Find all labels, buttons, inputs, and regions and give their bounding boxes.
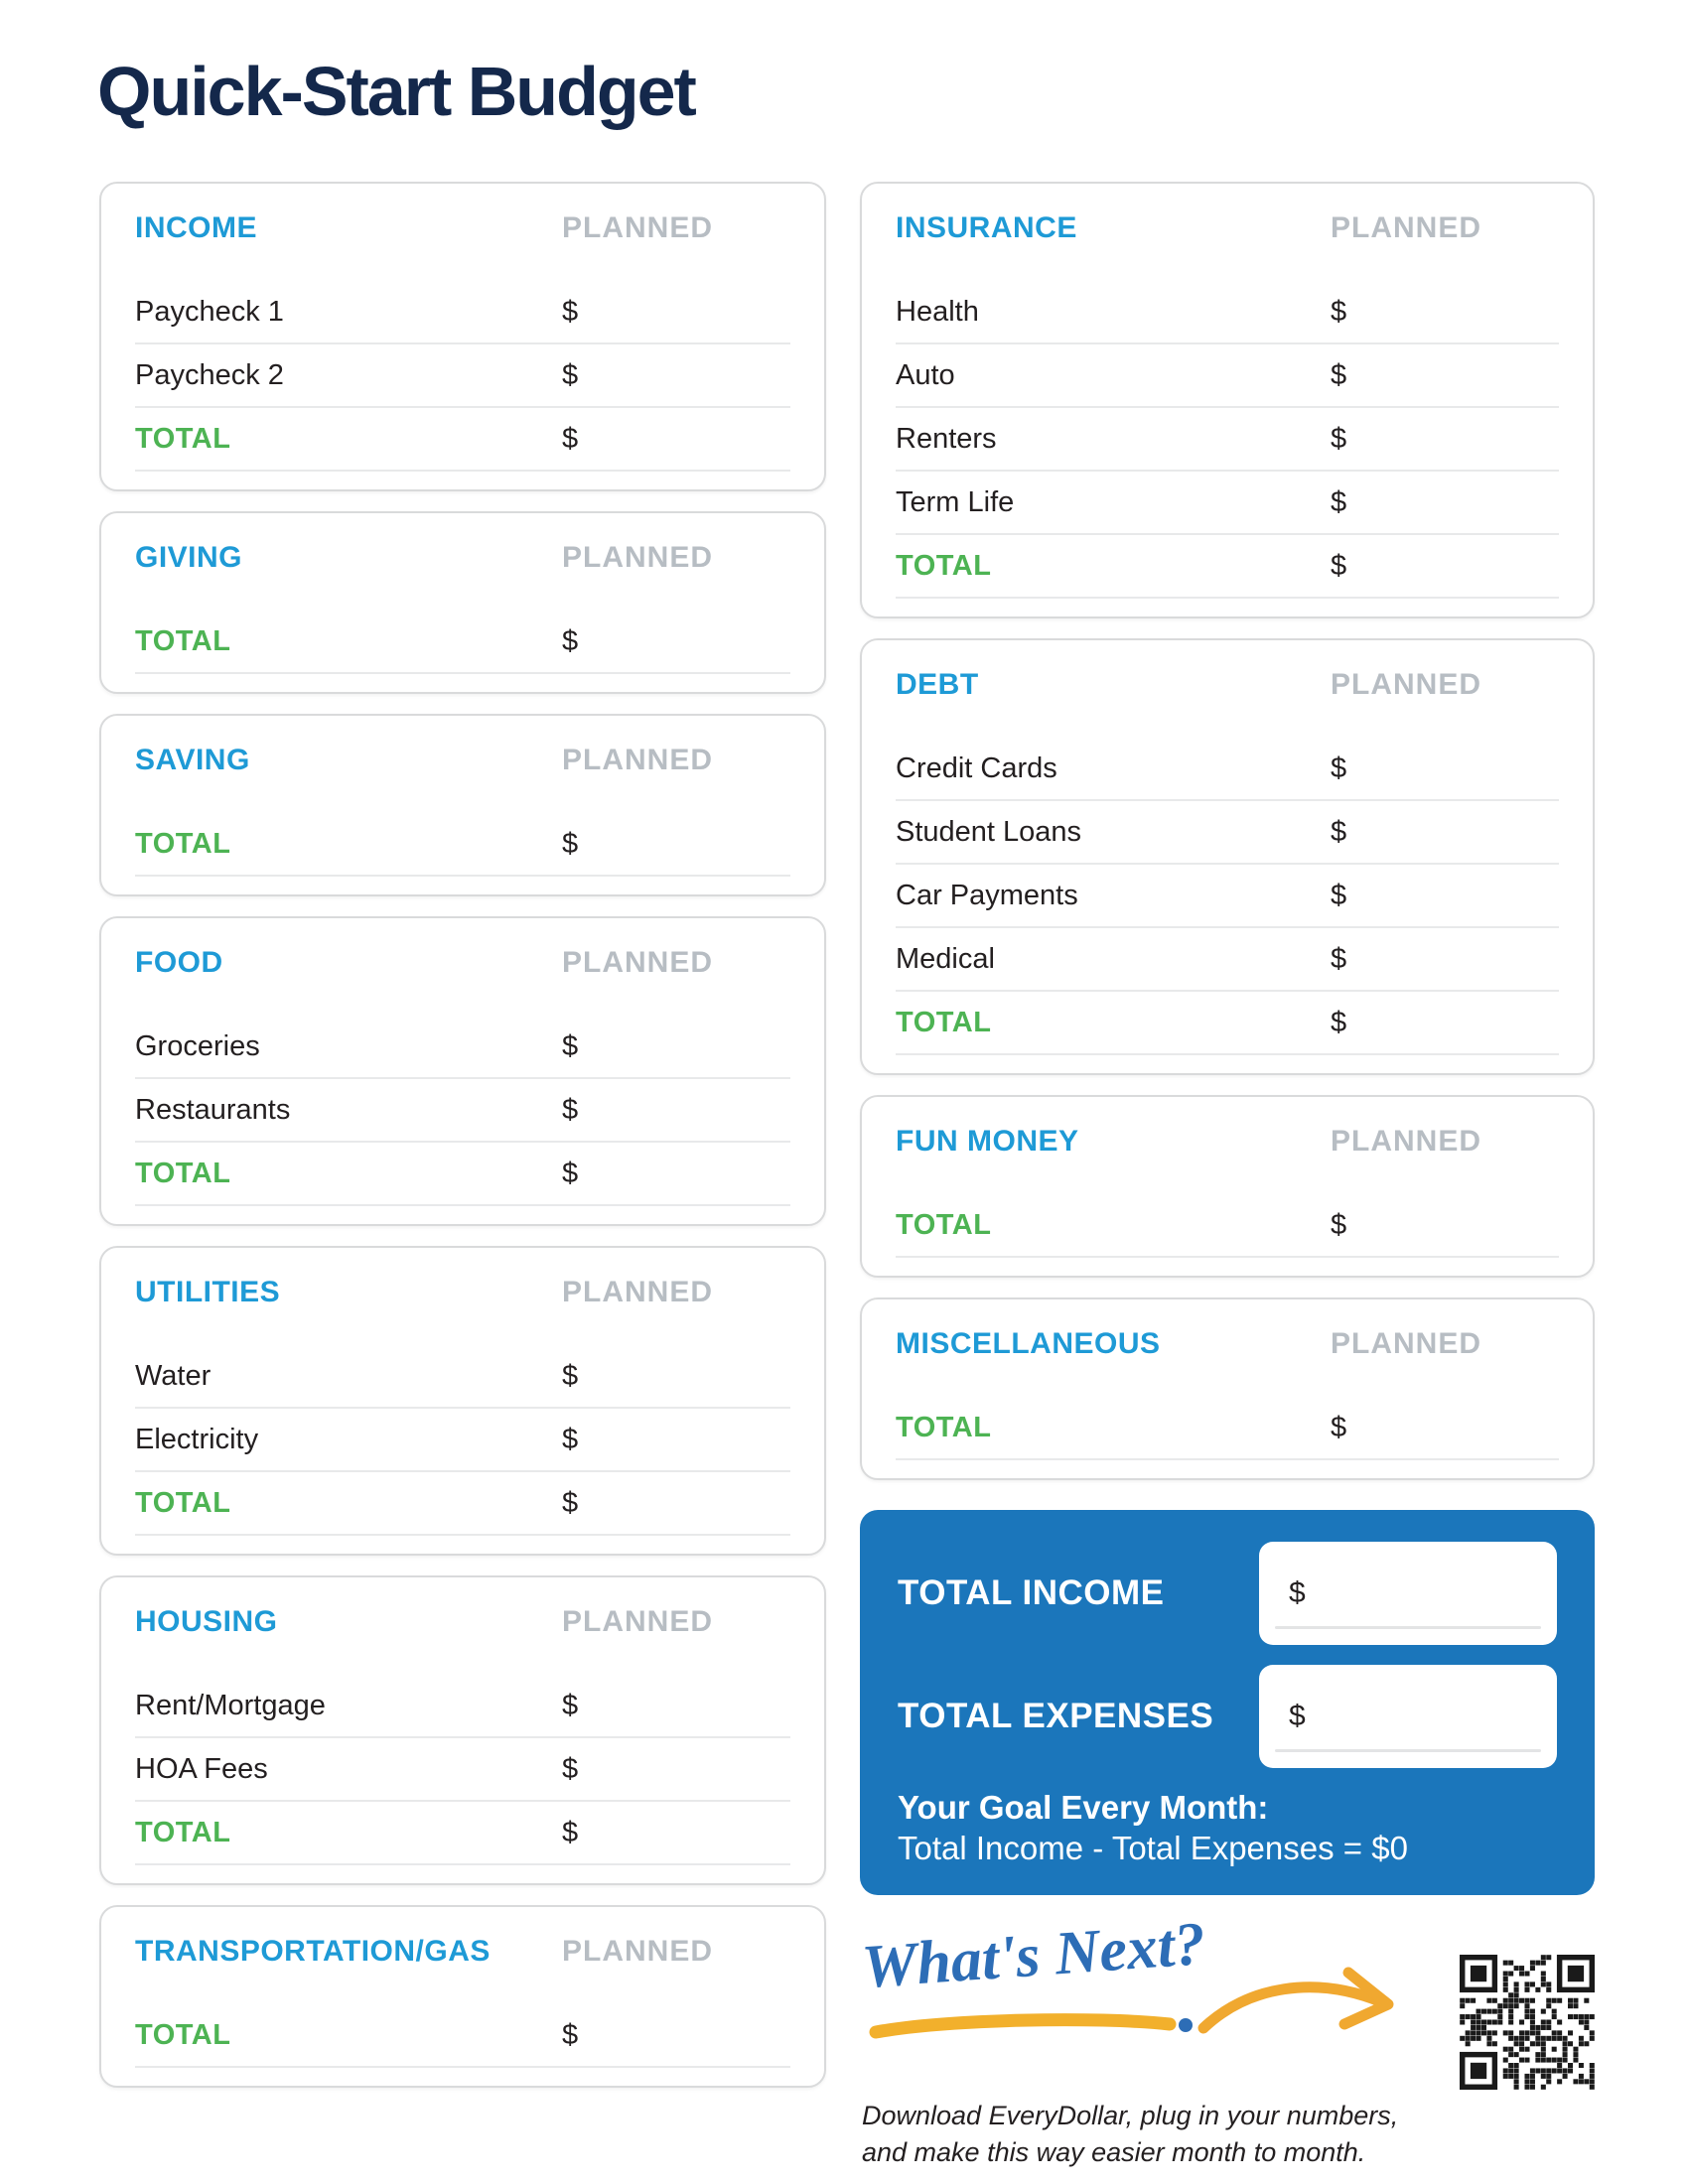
left-column [99, 182, 826, 2108]
planned-value-cell [1331, 928, 1559, 990]
planned-value-cell [1331, 344, 1559, 406]
amount-field[interactable] [1346, 408, 1559, 470]
amount-field[interactable] [578, 1738, 790, 1800]
dollar-sign: $ [1331, 815, 1347, 848]
budget-card-miscellaneous [860, 1297, 1595, 1480]
budget-card-food [99, 916, 826, 1226]
right-cards [860, 182, 1595, 1480]
planned-value-cell [1331, 738, 1559, 799]
total-income-row [898, 1542, 1557, 1645]
amount-field[interactable] [578, 344, 790, 406]
budget-row [896, 344, 1559, 408]
whats-next-section [860, 1895, 1595, 2183]
planned-column-header: PLANNED [562, 1935, 714, 1968]
amount-field[interactable] [1346, 1194, 1559, 1256]
total-label: TOTAL [135, 1486, 231, 1519]
total-row [896, 992, 1559, 1055]
budget-card-fun-money [860, 1095, 1595, 1278]
dollar-sign: $ [562, 1359, 579, 1392]
amount-field[interactable] [578, 1143, 790, 1204]
caption-line: Download EveryDollar, plug in your numbers, [862, 2101, 1399, 2130]
total-label: TOTAL [135, 1816, 231, 1848]
planned-value-cell [562, 1409, 790, 1470]
budget-row [135, 1738, 790, 1802]
amount-field[interactable] [578, 408, 790, 470]
dollar-sign: $ [1331, 295, 1347, 328]
total-label: TOTAL [896, 1208, 992, 1241]
dollar-sign: $ [562, 1423, 579, 1455]
amount-field[interactable] [578, 813, 790, 875]
planned-column-header: PLANNED [562, 744, 714, 776]
write-in-line [1275, 1749, 1541, 1752]
planned-value-cell [562, 344, 790, 406]
planned-column-header: PLANNED [1331, 1125, 1482, 1158]
planned-value-cell [562, 1345, 790, 1407]
total-row [135, 813, 790, 877]
total-label: TOTAL [135, 2018, 231, 2051]
planned-value-cell [562, 1079, 790, 1141]
line-item-label: Groceries [135, 1029, 260, 1062]
dollar-sign: $ [562, 1752, 579, 1785]
planned-value-cell [562, 611, 790, 672]
section-title: MISCELLANEOUS [896, 1327, 1161, 1360]
planned-value-cell [562, 2004, 790, 2066]
amount-field[interactable] [578, 1079, 790, 1141]
goal-block [898, 1788, 1557, 1869]
budget-row [896, 408, 1559, 472]
line-item-label: Credit Cards [896, 751, 1057, 784]
budget-card-saving [99, 714, 826, 896]
planned-value-cell [562, 1472, 790, 1534]
line-item-label: Renters [896, 422, 997, 455]
dollar-sign: $ [1331, 1208, 1347, 1241]
budget-card-giving [99, 511, 826, 694]
dollar-sign: $ [562, 295, 579, 328]
whats-next-headline: What's Next? [860, 1910, 1208, 2001]
section-title: FUN MONEY [896, 1125, 1079, 1158]
amount-field[interactable] [578, 1802, 790, 1863]
planned-value-cell [1331, 1194, 1559, 1256]
total-expenses-row [898, 1665, 1557, 1768]
budget-card-insurance [860, 182, 1595, 618]
budget-row [135, 1409, 790, 1472]
section-title: SAVING [135, 744, 250, 776]
budget-row [896, 281, 1559, 344]
budget-row [135, 1016, 790, 1079]
budget-card-housing [99, 1575, 826, 1885]
planned-column-header: PLANNED [1331, 1327, 1482, 1360]
amount-field[interactable] [1346, 865, 1559, 926]
total-row [896, 1397, 1559, 1460]
planned-value-cell [1331, 1397, 1559, 1458]
total-label: TOTAL [135, 827, 231, 860]
planned-column-header: PLANNED [562, 541, 714, 574]
section-title: DEBT [896, 668, 979, 701]
total-row [135, 1802, 790, 1865]
planned-column-header: PLANNED [562, 1605, 714, 1638]
planned-value-cell [1331, 535, 1559, 597]
whats-next-caption [862, 2098, 1398, 2171]
amount-field[interactable] [578, 1409, 790, 1470]
total-row [896, 535, 1559, 599]
amount-field[interactable] [578, 2004, 790, 2066]
line-item-label: HOA Fees [135, 1752, 268, 1785]
dollar-sign: $ [1331, 751, 1347, 784]
section-title: GIVING [135, 541, 243, 574]
planned-value-cell [562, 1802, 790, 1863]
amount-field[interactable] [1346, 535, 1559, 597]
goal-formula: Total Income - Total Expenses = $0 [898, 1830, 1408, 1866]
amount-field[interactable] [1346, 928, 1559, 990]
amount-field[interactable] [578, 1472, 790, 1534]
card-header [135, 732, 790, 789]
dollar-sign: $ [1289, 1576, 1306, 1609]
card-header [135, 934, 790, 992]
total-expenses-label: TOTAL EXPENSES [898, 1697, 1214, 1735]
dollar-sign: $ [562, 1816, 579, 1848]
planned-value-cell [562, 408, 790, 470]
budget-row [896, 865, 1559, 928]
dollar-sign: $ [562, 1157, 579, 1189]
planned-value-cell [1331, 472, 1559, 533]
total-income-input[interactable] [1259, 1542, 1557, 1645]
planned-column-header: PLANNED [562, 211, 714, 244]
line-item-label: Student Loans [896, 815, 1082, 848]
dollar-sign: $ [1331, 942, 1347, 975]
section-title: INCOME [135, 211, 257, 244]
planned-value-cell [562, 1143, 790, 1204]
total-label: TOTAL [896, 1006, 992, 1038]
total-row [135, 1472, 790, 1536]
dollar-sign: $ [562, 2018, 579, 2051]
dollar-sign: $ [562, 422, 579, 455]
budget-card-debt [860, 638, 1595, 1075]
total-expenses-input[interactable] [1259, 1665, 1557, 1768]
line-item-label: Restaurants [135, 1093, 291, 1126]
line-item-label: Term Life [896, 485, 1015, 518]
planned-column-header: PLANNED [562, 1276, 714, 1308]
line-item-label: Health [896, 295, 979, 328]
total-row [135, 2004, 790, 2068]
amount-field[interactable] [578, 611, 790, 672]
amount-field[interactable] [1346, 344, 1559, 406]
budget-card-utilities [99, 1246, 826, 1556]
planned-value-cell [1331, 408, 1559, 470]
total-label: TOTAL [135, 422, 231, 455]
line-item-label: Medical [896, 942, 995, 975]
line-item-label: Water [135, 1359, 211, 1392]
budget-row [135, 1345, 790, 1409]
budget-row [896, 801, 1559, 865]
goal-heading: Your Goal Every Month: [898, 1789, 1269, 1826]
dollar-sign: $ [562, 624, 579, 657]
line-item-label: Rent/Mortgage [135, 1689, 326, 1721]
card-header [896, 656, 1559, 714]
card-header [135, 1923, 790, 1980]
section-title: INSURANCE [896, 211, 1077, 244]
section-title: UTILITIES [135, 1276, 281, 1308]
total-row [135, 611, 790, 674]
planned-value-cell [1331, 801, 1559, 863]
total-label: TOTAL [135, 1157, 231, 1189]
amount-field[interactable] [578, 1675, 790, 1736]
caption-line: and make this way easier month to month. [862, 2137, 1366, 2167]
dollar-sign: $ [1331, 879, 1347, 911]
total-label: TOTAL [896, 549, 992, 582]
total-row [896, 1194, 1559, 1258]
budget-row [896, 472, 1559, 535]
line-item-label: Car Payments [896, 879, 1078, 911]
dollar-sign: $ [562, 1029, 579, 1062]
budget-row [896, 738, 1559, 801]
total-row [135, 1143, 790, 1206]
amount-field[interactable] [578, 1345, 790, 1407]
card-header [135, 1593, 790, 1651]
dollar-sign: $ [1331, 485, 1347, 518]
dollar-sign: $ [562, 827, 579, 860]
dollar-sign: $ [562, 1486, 579, 1519]
dollar-sign: $ [1331, 358, 1347, 391]
page-title: Quick-Start Budget [97, 53, 695, 130]
amount-field[interactable] [1346, 1397, 1559, 1458]
dollar-sign: $ [562, 1093, 579, 1126]
planned-column-header: PLANNED [1331, 211, 1482, 244]
planned-column-header: PLANNED [1331, 668, 1482, 701]
section-title: HOUSING [135, 1605, 278, 1638]
dollar-sign: $ [1331, 422, 1347, 455]
budget-card-transportation [99, 1905, 826, 2088]
right-column [860, 182, 1595, 2183]
line-item-label: Paycheck 2 [135, 358, 284, 391]
line-item-label: Electricity [135, 1423, 259, 1455]
planned-column-header: PLANNED [562, 946, 714, 979]
total-label: TOTAL [135, 624, 231, 657]
section-title: TRANSPORTATION/GAS [135, 1935, 491, 1968]
arrow-icon [1196, 1961, 1408, 2050]
section-title: FOOD [135, 946, 223, 979]
budget-row [135, 1079, 790, 1143]
total-row [135, 408, 790, 472]
planned-value-cell [1331, 281, 1559, 342]
line-item-label: Auto [896, 358, 955, 391]
card-header [135, 1264, 790, 1321]
dollar-sign: $ [562, 1689, 579, 1721]
budget-card-income [99, 182, 826, 491]
qr-code [1460, 1955, 1595, 2090]
summary-box [860, 1510, 1595, 1895]
planned-value-cell [562, 281, 790, 342]
amount-field[interactable] [1346, 992, 1559, 1053]
card-header [135, 529, 790, 587]
amount-field[interactable] [1346, 472, 1559, 533]
amount-field[interactable] [1346, 281, 1559, 342]
write-in-line [1275, 1626, 1541, 1629]
dollar-sign: $ [1331, 1411, 1347, 1443]
card-header [896, 1315, 1559, 1373]
dollar-sign: $ [1289, 1700, 1306, 1732]
budget-row [896, 928, 1559, 992]
amount-field[interactable] [1346, 738, 1559, 799]
amount-field[interactable] [578, 1016, 790, 1077]
amount-field[interactable] [578, 281, 790, 342]
card-header [896, 1113, 1559, 1170]
planned-value-cell [562, 1738, 790, 1800]
dollar-sign: $ [1331, 1006, 1347, 1038]
dollar-sign: $ [1331, 549, 1347, 582]
planned-value-cell [1331, 865, 1559, 926]
line-item-label: Paycheck 1 [135, 295, 284, 328]
card-header [896, 200, 1559, 257]
yellow-swash-underline [868, 2012, 1199, 2042]
planned-value-cell [1331, 992, 1559, 1053]
planned-value-cell [562, 1016, 790, 1077]
planned-value-cell [562, 1675, 790, 1736]
planned-value-cell [562, 813, 790, 875]
amount-field[interactable] [1346, 801, 1559, 863]
total-income-label: TOTAL INCOME [898, 1573, 1165, 1612]
budget-row [135, 344, 790, 408]
total-label: TOTAL [896, 1411, 992, 1443]
card-header [135, 200, 790, 257]
budget-row [135, 281, 790, 344]
dollar-sign: $ [562, 358, 579, 391]
budget-row [135, 1675, 790, 1738]
